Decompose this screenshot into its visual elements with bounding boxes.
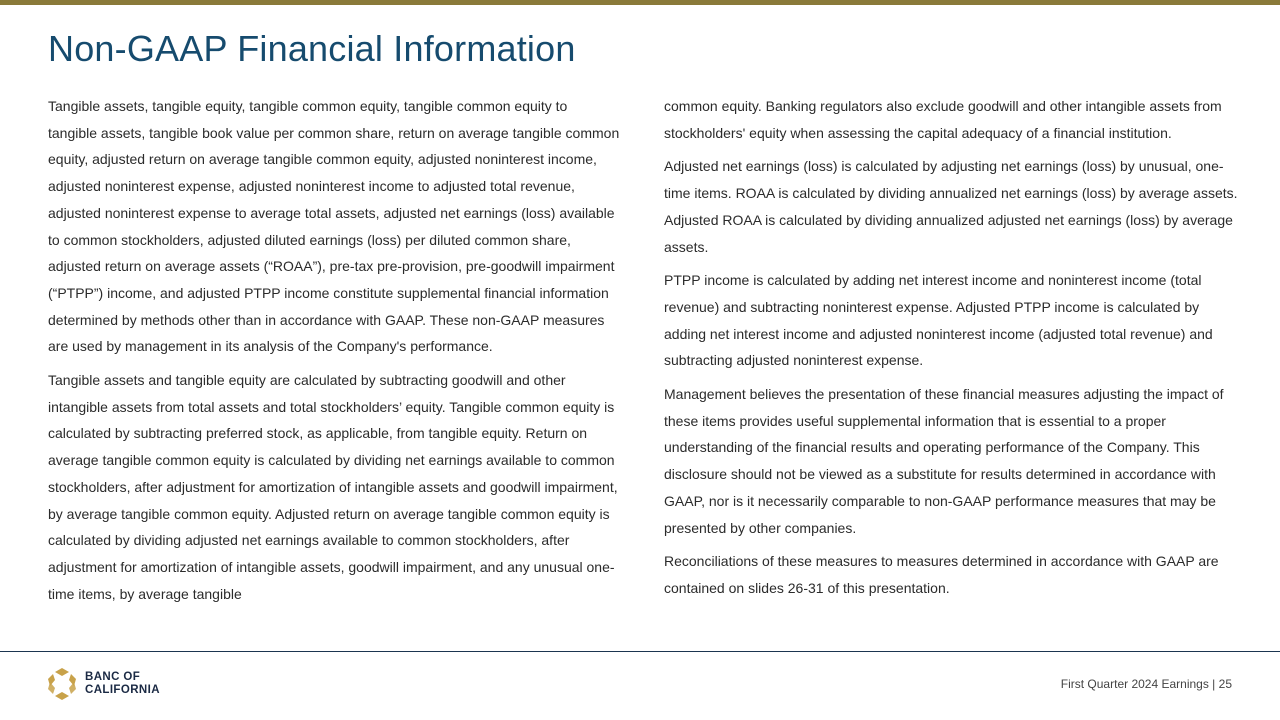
logo-line: BANC OF [85, 671, 141, 683]
paragraph: Management believes the presentation of these financial measures adjusting the impact of these items provides useful supplemental information that is essential to a proper understanding of the financial results and operating performance of the Company. This disclosure should not be viewed as a substitute for results determined in accordance with GAAP, nor is it necessarily comparable to non-GAAP performance measures that may be presented by other companies. [664, 386, 1224, 536]
paragraph: Tangible assets and tangible equity are calculated by subtracting goodwill and other intangible assets from total assets and total stockholders’ equity. Tangible common equity is calculated by subtracting preferred stock, as applicable, from tangible equity. Return on average tangible common equity is calculated by dividing net earnings available to common stockholders, after adjustment for amortization of intangible assets and goodwill impairment, by average tangible common equity. Adjusted return on average tangible common equity is calculated by dividing adjusted net earnings available to common stockholders, after adjustment for amortization of intangible assets, goodwill impairment, and any unusual one-time items, by average tangible [48, 372, 618, 602]
logo-line: CALIFORNIA [85, 684, 160, 696]
left-text-column [48, 93, 620, 614]
page-title: Non-GAAP Financial Information [48, 28, 576, 69]
footer-divider [0, 651, 1280, 652]
top-accent-bar [0, 0, 1280, 5]
paragraph: common equity. Banking regulators also exclude goodwill and other intangible assets from stockholders' equity when assessing the capital adequacy of a financial institution. [664, 98, 1222, 141]
footer-caption [1061, 677, 1232, 691]
presentation-name: First Quarter 2024 Earnings | [1060, 677, 1216, 691]
paragraph: Adjusted net earnings (loss) is calculated by adjusting net earnings (loss) by unusual, one-time items. ROAA is calculated by dividing annualized net earnings (loss) by average assets. Adjusted ROAA is calculated by dividing annualized adjusted net earnings (loss) by average assets. [664, 158, 1238, 255]
paragraph: Tangible assets, tangible equity, tangible common equity, tangible common equity to tangible assets, tangible book value per common share, return on average tangible common equity, adjusted return on average tangible common equity, adjusted noninterest income, adjusted noninterest expense, adjusted noninterest income to adjusted total revenue, adjusted noninterest expense to average total assets, adjusted net earnings (loss) available to common stockholders, adjusted diluted earnings (loss) per diluted common share, adjusted return on average assets (“ROAA”), pre-tax pre-provision, pre-goodwill impairment (“PTPP”) income, and adjusted PTPP income constitute supplemental financial information determined by methods other than in accordance with GAAP. These non-GAAP measures are used by management in its analysis of the Company's performance. [48, 98, 620, 355]
bank-logo-icon [47, 667, 77, 701]
paragraph: PTPP income is calculated by adding net interest income and noninterest income (total revenue) and subtracting noninterest expense. Adjusted PTPP income is calculated by adding net interest income and adjusted noninterest income (adjusted total revenue) and subtracting adjusted noninterest expense. [664, 272, 1213, 369]
paragraph: Reconciliations of these measures to measures determined in accordance with GAAP are contained on slides 26-31 of this presentation. [664, 553, 1219, 596]
right-text-column [664, 93, 1238, 609]
company-logo [47, 667, 160, 701]
logo-wordmark [85, 671, 160, 697]
page-number: 25 [1218, 677, 1232, 691]
